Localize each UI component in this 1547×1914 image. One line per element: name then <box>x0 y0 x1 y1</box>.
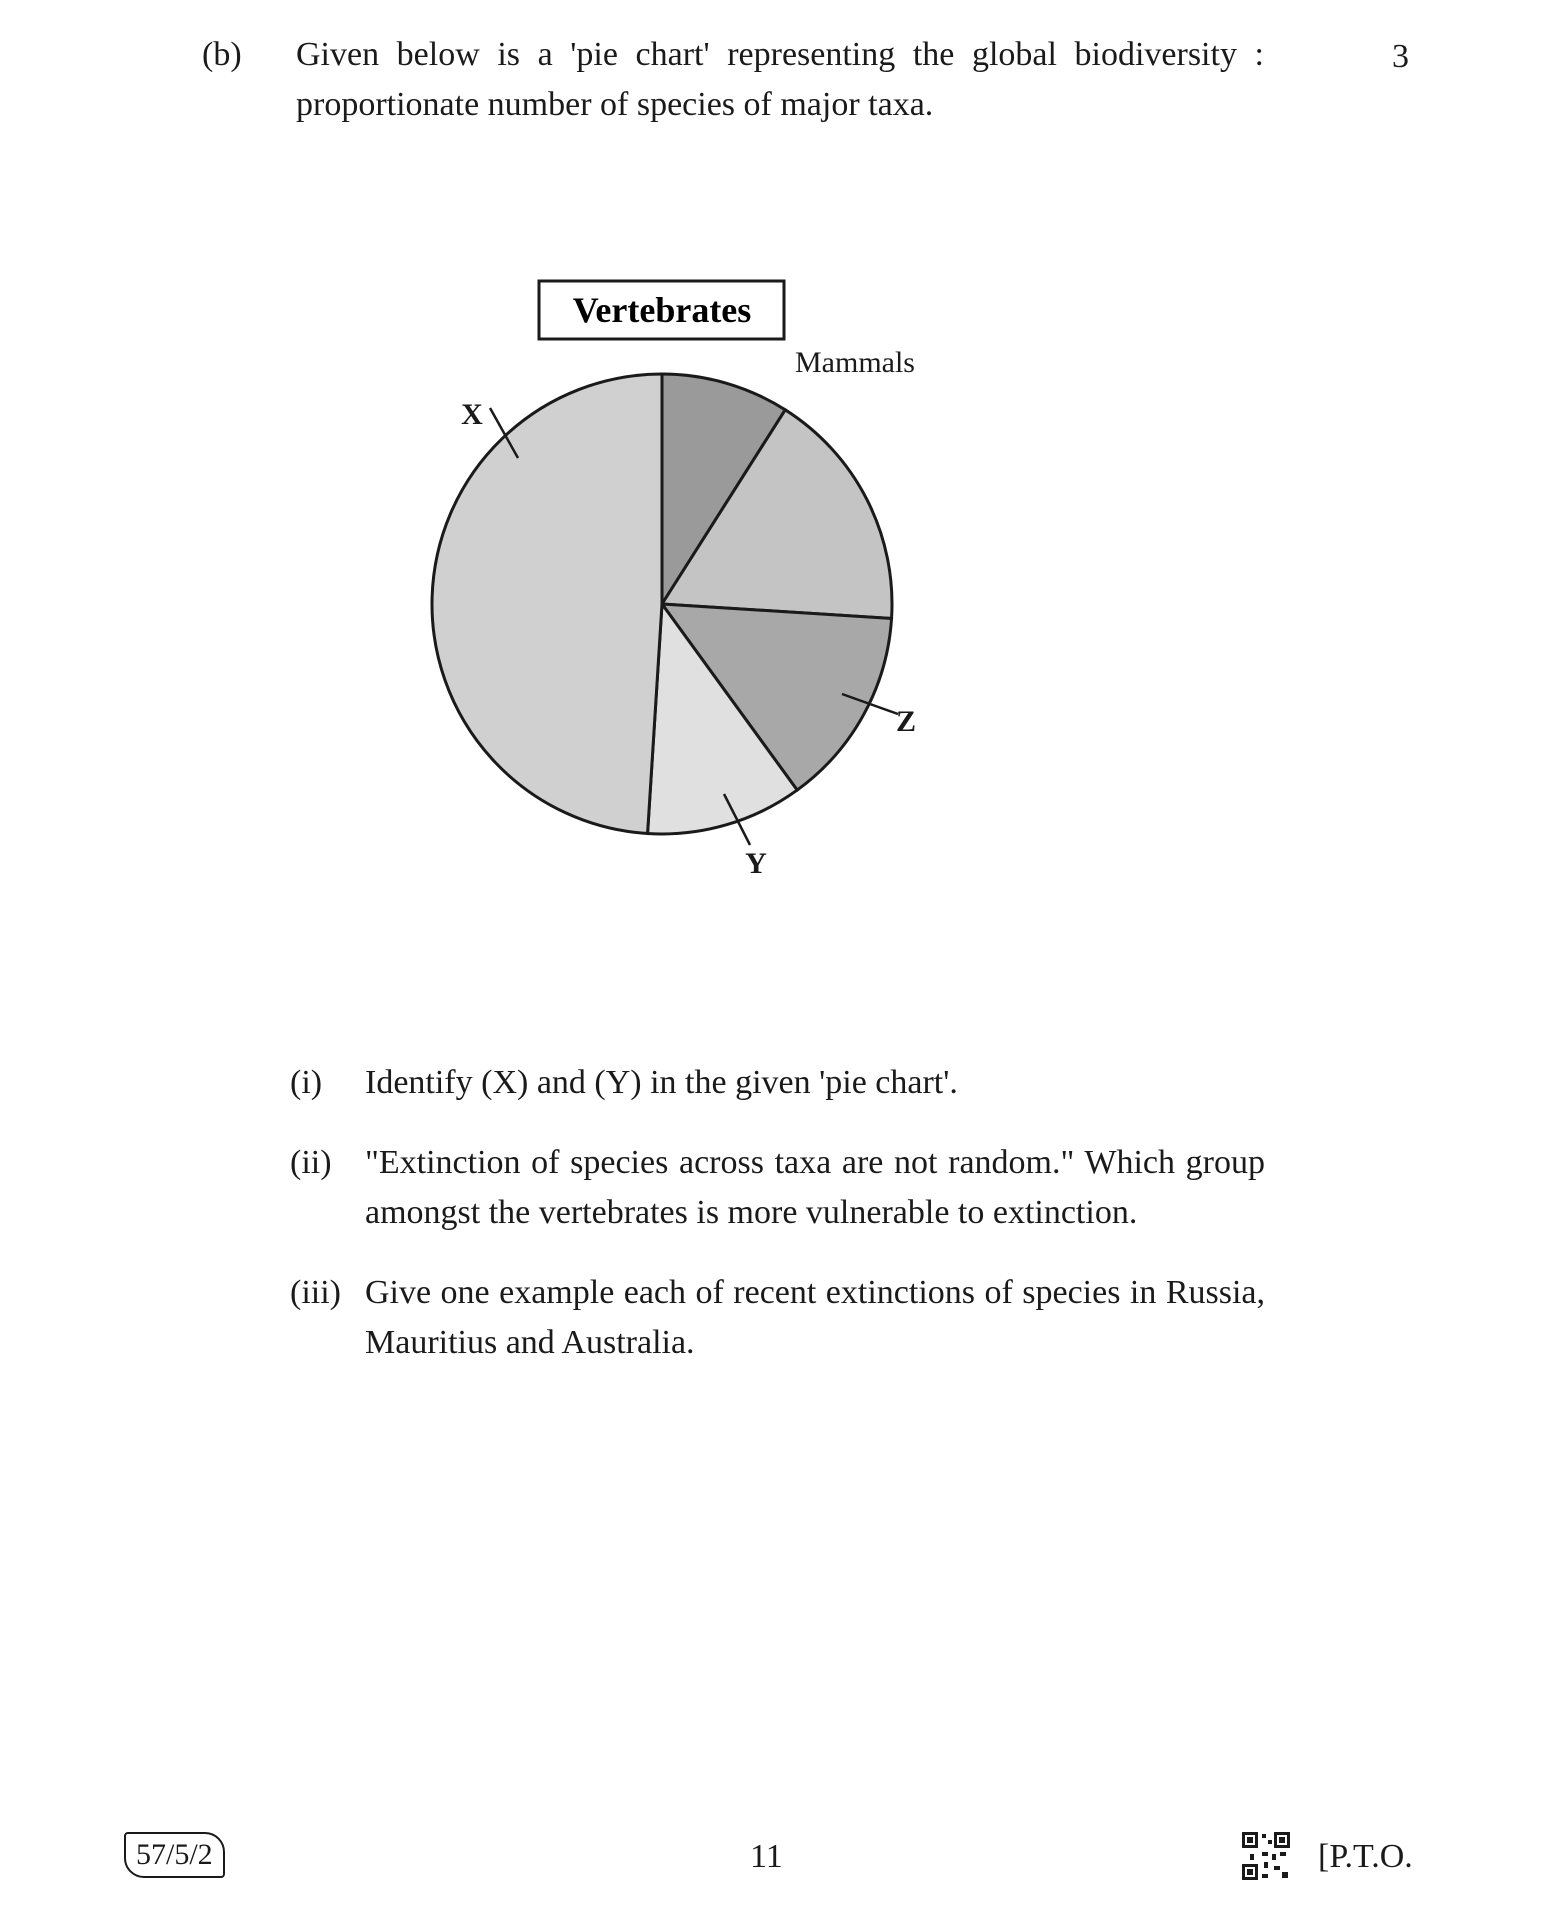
qr-code-icon <box>1242 1832 1290 1880</box>
pie-slice-x <box>432 374 662 834</box>
question-intro-line2: proportionate number of species of major taxa. <box>296 86 934 123</box>
slice-label-y: Y <box>745 847 767 880</box>
subq-2-line1: "Extinction of species across taxa are not random." Which group <box>365 1144 1265 1181</box>
subq-3-line2: Mauritius and Australia. <box>365 1324 695 1361</box>
chart-title-box <box>539 281 784 339</box>
chart-title: Vertebrates <box>572 290 752 330</box>
subq-3-line1: Give one example each of recent extinctions of species in Russia, <box>365 1274 1265 1311</box>
page-number: 11 <box>750 1838 783 1875</box>
subq-3-num: (iii) <box>290 1274 341 1311</box>
subq-2-line2: amongst the vertebrates is more vulnerable to extinction. <box>365 1194 1138 1231</box>
slice-label-z: Z <box>895 705 917 738</box>
subq-1-num: (i) <box>290 1064 323 1101</box>
question-marks: 3 <box>1392 38 1409 75</box>
question-intro-line1: Given below is a 'pie chart' representing the global biodiversity : <box>296 36 1264 73</box>
subq-1-line1: Identify (X) and (Y) in the given 'pie chart'. <box>365 1064 958 1101</box>
slice-label-mammals: Mammals <box>795 346 915 379</box>
paper-code: 57/5/2 <box>124 1832 225 1878</box>
subq-2-num: (ii) <box>290 1144 332 1181</box>
slice-label-x: X <box>461 398 483 431</box>
pto-label: [P.T.O. <box>1318 1838 1413 1875</box>
question-part-label: (b) <box>202 36 242 73</box>
